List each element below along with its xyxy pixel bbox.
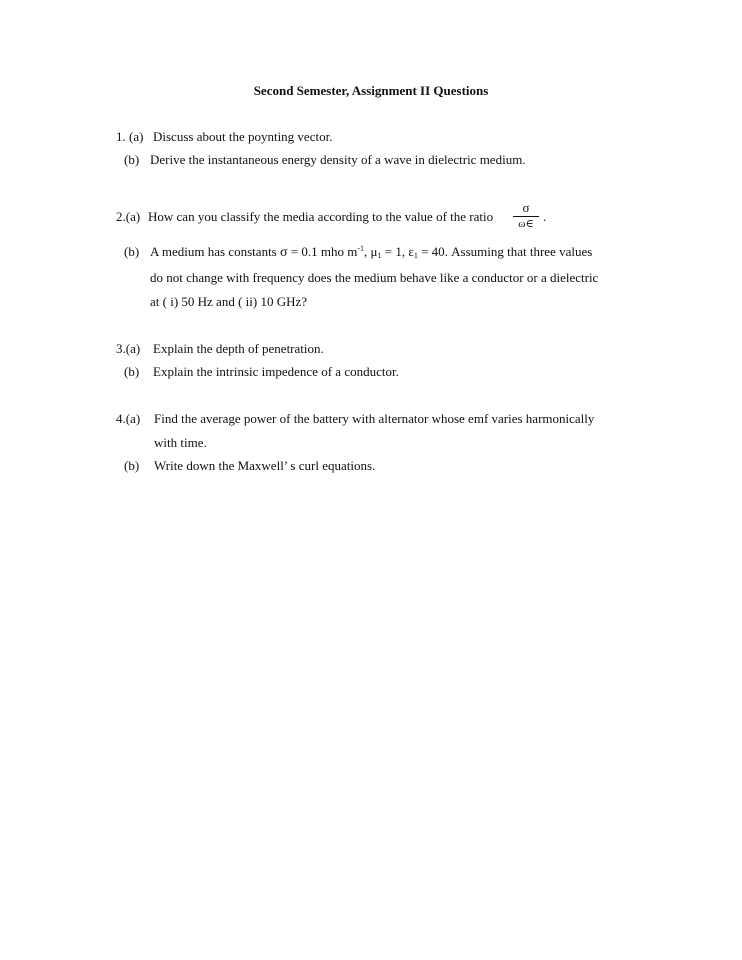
- q4b-number: (b): [124, 458, 140, 473]
- sigma-value: = 0.1 mho m: [287, 244, 358, 259]
- q3b-number: (b): [124, 364, 140, 379]
- ratio-fraction: [511, 201, 541, 231]
- q2a-text: How can you classify the media according to the value of the ratio: [148, 209, 494, 224]
- page-title: Second Semester, Assignment II Questions: [253, 83, 489, 98]
- q2b-text-line3: at ( i) 50 Hz and ( ii) 10 GHz?: [150, 294, 308, 309]
- fraction-numerator: σ: [522, 200, 530, 215]
- fraction-denominator: ω∈: [518, 218, 534, 230]
- q2b-text-line2: do not change with frequency does the medium behave like a conductor or a dielectric: [150, 270, 599, 285]
- q4a-text-line1: Find the average power of the battery with alternator whose emf varies harmonically: [154, 411, 595, 426]
- q2a-period: .: [543, 209, 547, 224]
- q4b-text: Write down the Maxwell’ s curl equations.: [154, 458, 376, 473]
- sigma-exponent: -1: [357, 244, 365, 253]
- fraction-bar: [513, 216, 539, 217]
- q3a-text: Explain the depth of penetration.: [153, 341, 324, 356]
- eps-subscript: 1: [413, 251, 418, 260]
- q2a-number: 2.(a): [116, 209, 141, 224]
- q1b-text: Derive the instantaneous energy density of a wave in dielectric medium.: [150, 152, 526, 167]
- mu-value: = 1, ε: [381, 244, 414, 259]
- q1b-number: (b): [124, 152, 140, 167]
- q1a-text: Discuss about the poynting vector.: [153, 129, 333, 144]
- q1a-number: 1. (a): [116, 129, 144, 144]
- q2b-text-line1: [150, 244, 592, 261]
- mu-subscript: 1: [377, 251, 382, 260]
- sigma-symbol: σ: [280, 245, 288, 260]
- q2b-number: (b): [124, 244, 140, 259]
- q4a-number: 4.(a): [116, 411, 141, 426]
- q2b-lead: A medium has constants: [150, 244, 277, 259]
- q3a-number: 3.(a): [116, 341, 141, 356]
- q3b-text: Explain the intrinsic impedence of a conductor.: [153, 364, 399, 379]
- eps-value: = 40. Assuming that three values: [417, 244, 593, 259]
- mu-symbol: , μ: [364, 244, 378, 259]
- q4a-text-line2: with time.: [154, 435, 207, 450]
